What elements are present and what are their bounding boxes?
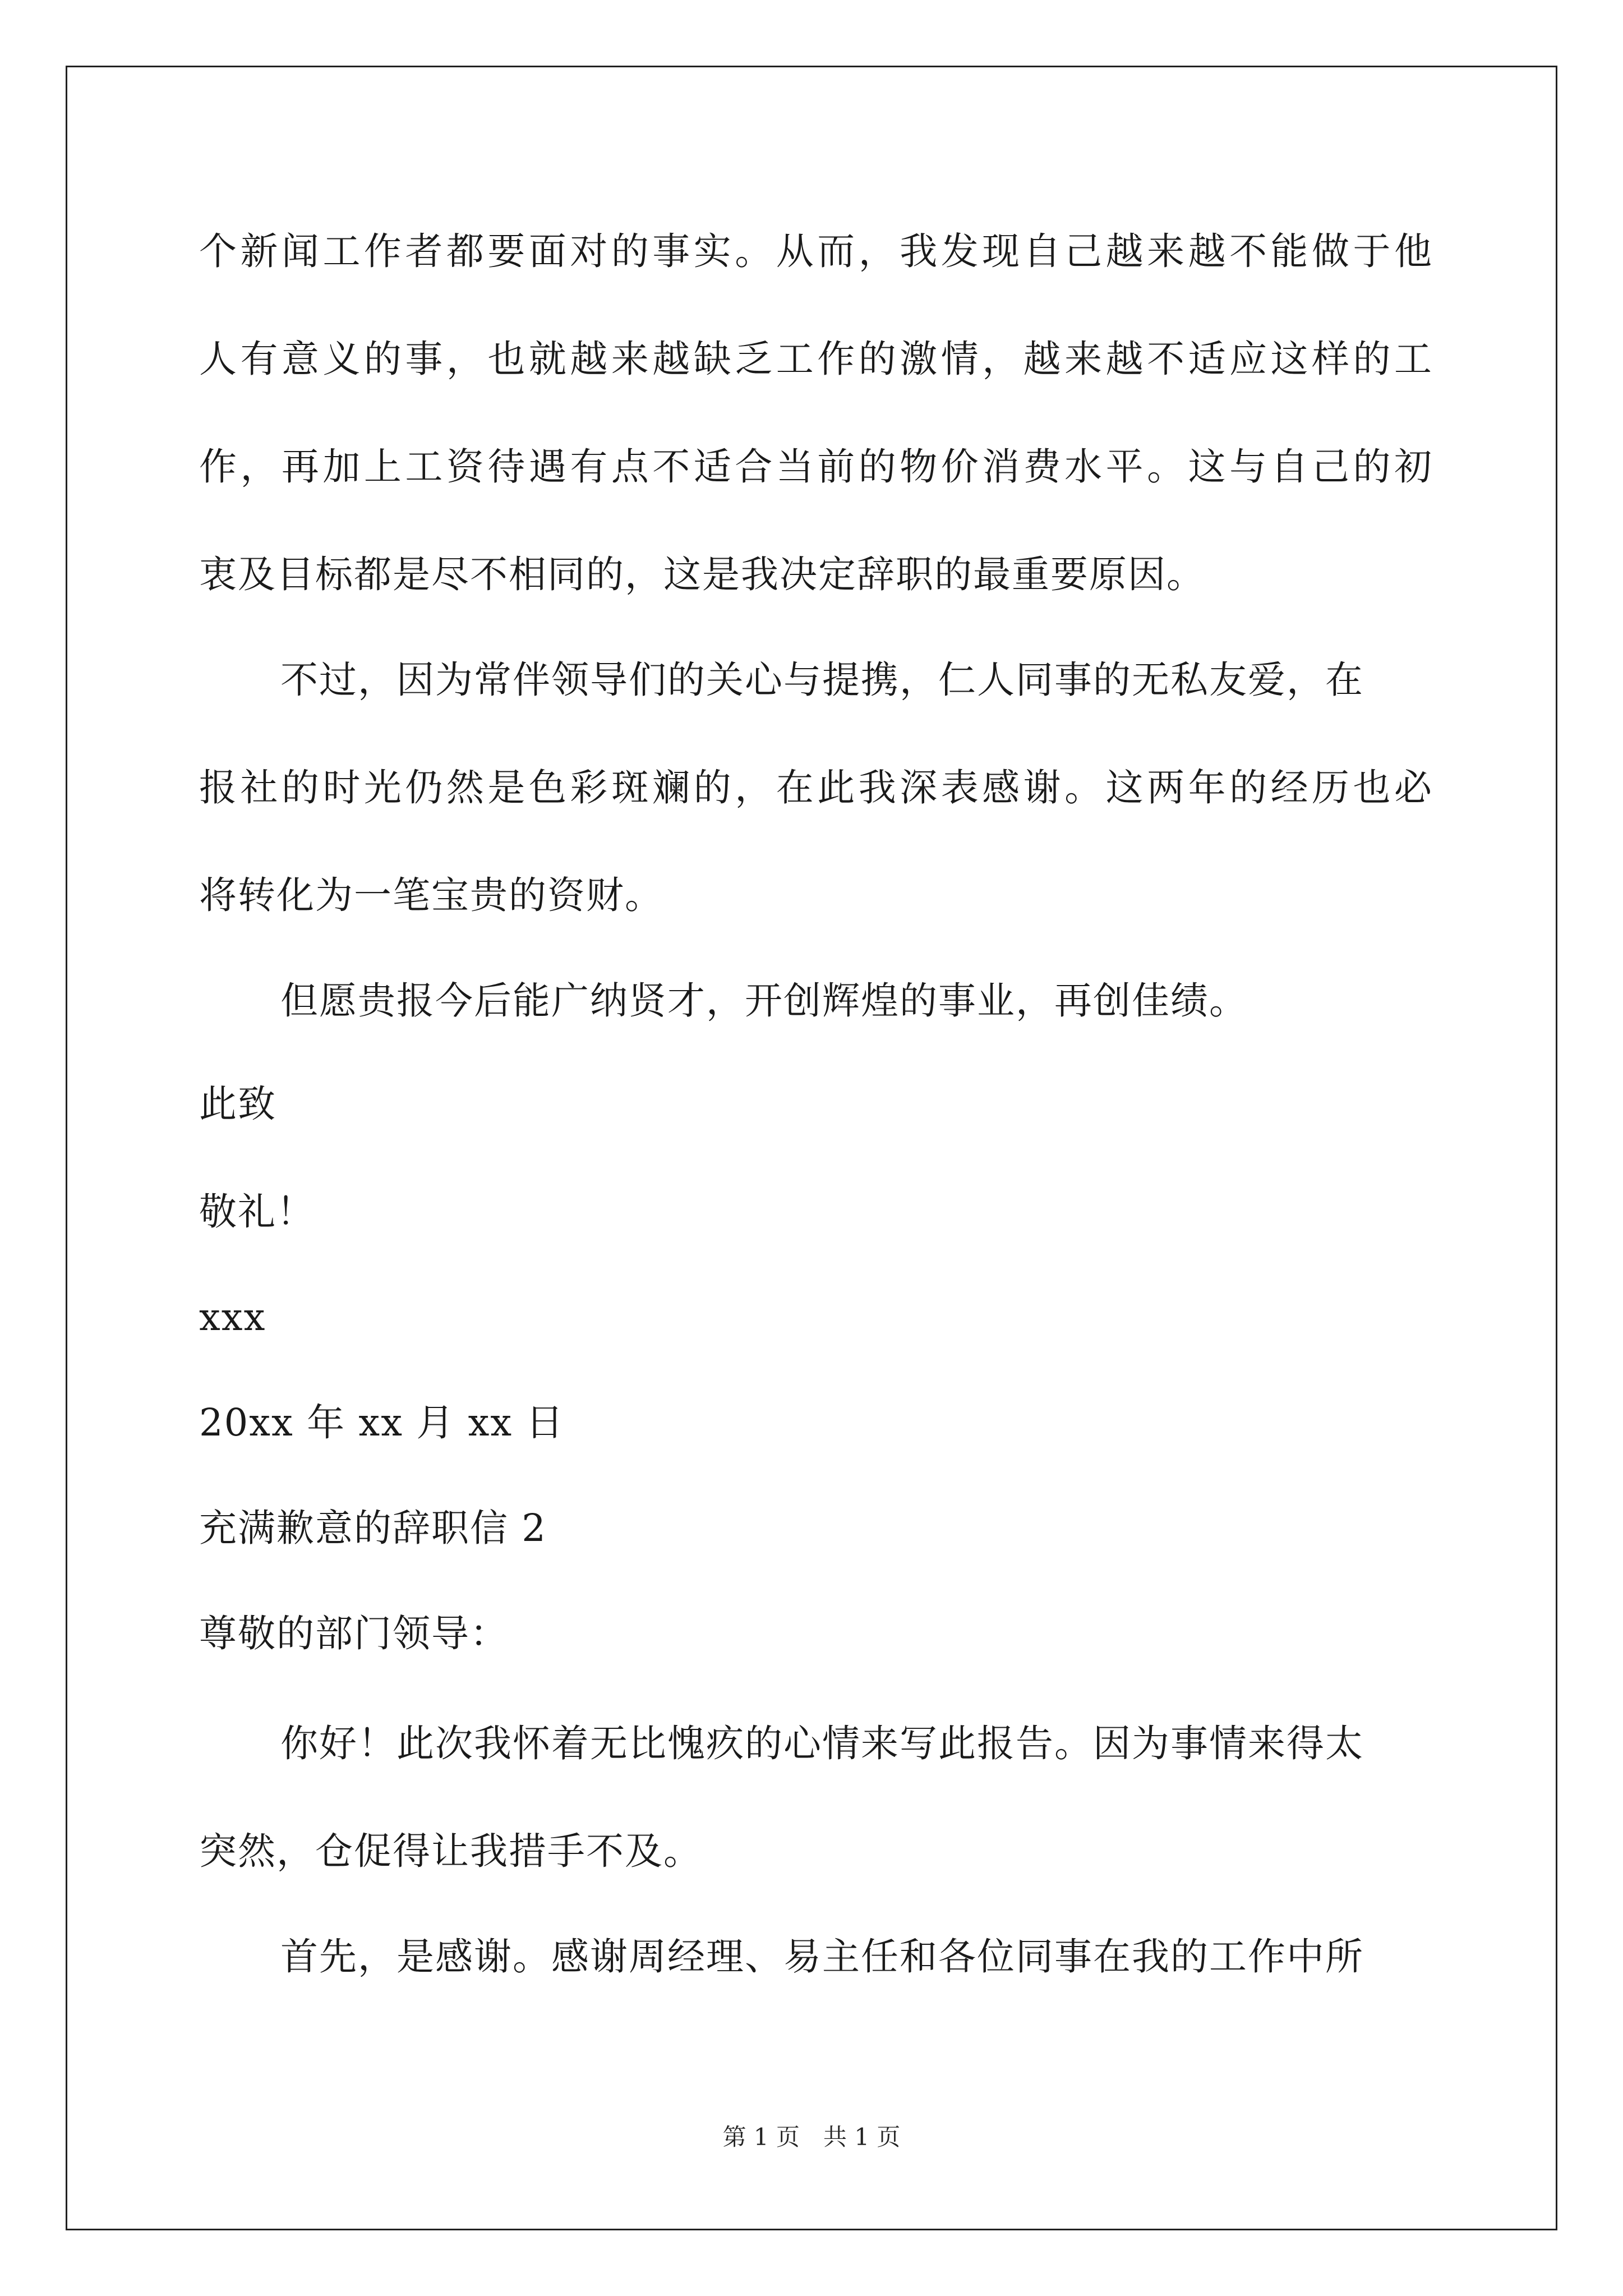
paragraph-line: 你好！此次我怀着无比愧疚的心情来写此报告。因为事情来得太	[280, 1722, 1364, 1765]
page-number-footer: 第 1 页 共 1 页	[722, 2123, 901, 2151]
paragraph-line: 不过，因为常伴领导们的关心与提携，仁人同事的无私友爱，在	[280, 658, 1364, 702]
paragraph-line: 突然，仓促得让我措手不及。	[199, 1829, 702, 1873]
page-frame	[66, 66, 1557, 2230]
salutation-line: 敬礼！	[199, 1190, 315, 1234]
paragraph-line: 作，再加上工资待遇有点不适合当前的物价消费水平。这与自己的初	[199, 445, 1433, 489]
paragraph-line: 衷及目标都是尽不相同的，这是我决定辞职的最重要原因。	[199, 553, 1205, 596]
paragraph-line: 人有意义的事，也就越来越缺乏工作的激情，越来越不适应这样的工	[199, 337, 1433, 381]
paragraph-line: 报社的时光仍然是色彩斑斓的，在此我深表感谢。这两年的经历也必	[199, 766, 1433, 809]
signature-name: xxx	[199, 1295, 266, 1339]
paragraph-line: 但愿贵报今后能广纳贤才，开创辉煌的事业，再创佳绩。	[280, 979, 1248, 1023]
paragraph-line: 首先，是感谢。感谢周经理、易主任和各位同事在我的工作中所	[280, 1935, 1364, 1978]
paragraph-line: 将转化为一笔宝贵的资财。	[199, 873, 663, 917]
greeting-line: 尊敬的部门领导：	[199, 1612, 509, 1655]
paragraph-line: 个新闻工作者都要面对的事实。从而，我发现自己越来越不能做于他	[199, 229, 1433, 273]
closing-line: 此致	[199, 1082, 276, 1126]
section-title: 充满歉意的辞职信 2	[199, 1506, 547, 1550]
signature-date: 20xx 年 xx 月 xx 日	[199, 1401, 565, 1444]
